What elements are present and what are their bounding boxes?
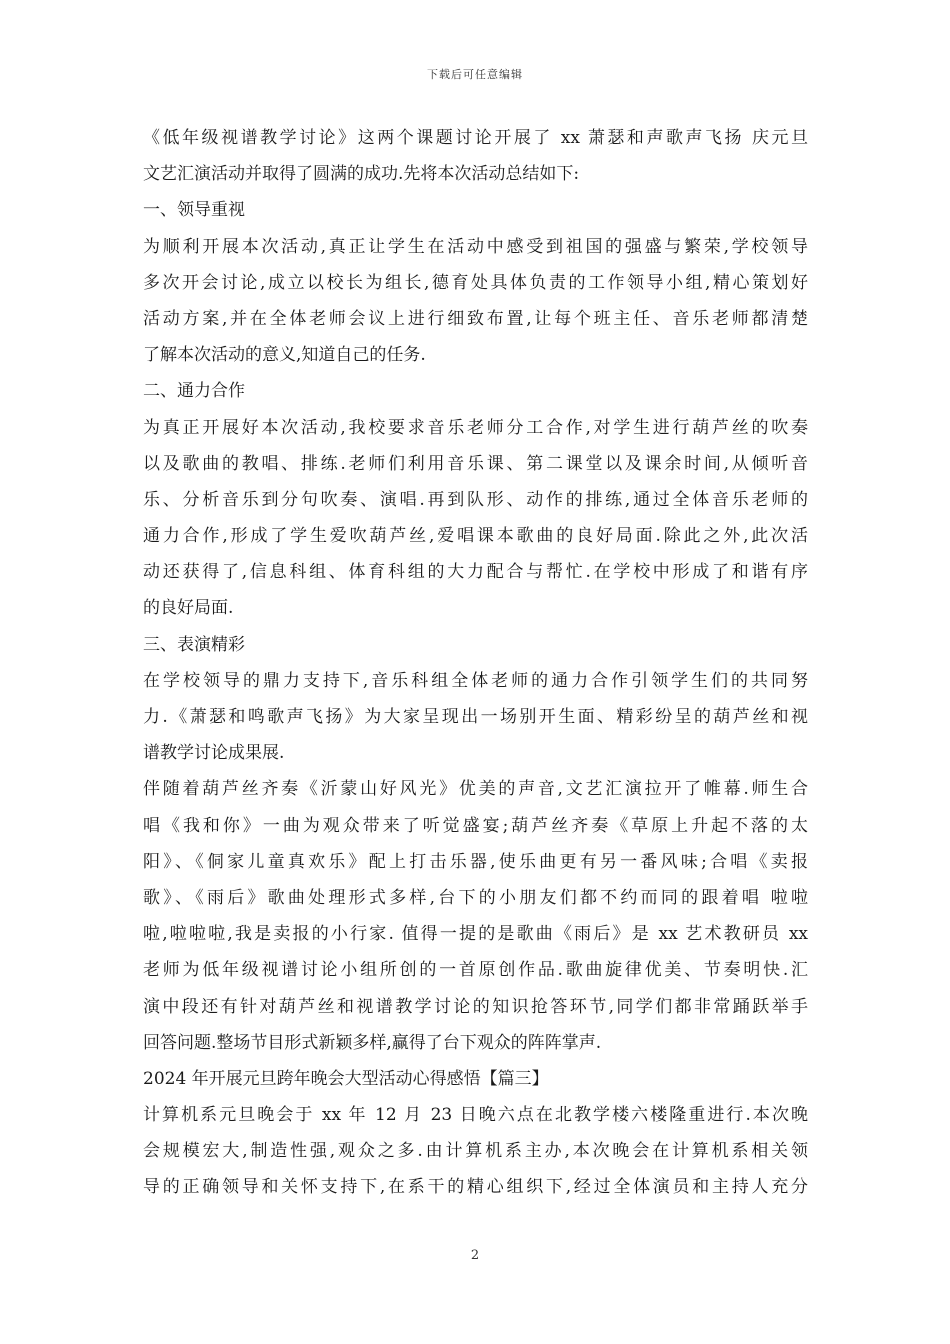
text-line: 2024 年开展元旦跨年晚会大型活动心得感悟【篇三】: [143, 1068, 549, 1089]
text-line: 通力合作,形成了学生爱吹葫芦丝,爱唱课本歌曲的良好局面.除此之外,此次活: [143, 526, 808, 547]
text-line: 回答问题.整场节目形式新颖多样,赢得了台下观众的阵阵掌声.: [143, 1032, 602, 1053]
text-line: 为真正开展好本次活动,我校要求音乐老师分工合作,对学生进行葫芦丝的吹奏: [143, 417, 808, 438]
page-header: 下载后可任意编辑: [427, 68, 523, 81]
text-line: 的良好局面.: [143, 598, 234, 619]
text-line: 老师为低年级视谱讨论小组所创的一首原创作品.歌曲旋律优美、节奏明快.汇: [143, 960, 808, 981]
text-line: 啦,啦啦啦,我是卖报的小行家. 值得一提的是歌曲《雨后》是 xx 艺术教研员 xx: [143, 924, 808, 945]
text-line: 演中段还有针对葫芦丝和视谱教学讨论的知识抢答环节,同学们都非常踊跃举手: [143, 996, 808, 1017]
text-line: 导的正确领导和关怀支持下,在系干的精心组织下,经过全体演员和主持人充分: [143, 1177, 808, 1198]
text-line: 谱教学讨论成果展.: [143, 743, 285, 764]
text-line: 一、领导重视: [143, 200, 245, 221]
text-line: 为顺利开展本次活动,真正让学生在活动中感受到祖国的强盛与繁荣,学校领导: [143, 236, 808, 257]
text-line: 唱《我和你》一曲为观众带来了听觉盛宴;葫芦丝齐奏《草原上升起不落的太: [143, 815, 808, 836]
text-line: 阳》、《侗家儿童真欢乐》配上打击乐器,使乐曲更有另一番风味;合唱《卖报: [143, 851, 808, 872]
text-line: 《低年级视谱教学讨论》这两个课题讨论开展了 xx 萧瑟和声歌声飞扬 庆元旦: [143, 128, 808, 148]
document-body: [143, 120, 808, 1206]
text-line: 三、表演精彩: [143, 634, 245, 655]
text-line: 活动方案,并在全体老师会议上进行细致布置,让每个班主任、音乐老师都清楚: [143, 308, 808, 329]
text-line: 文艺汇演活动并取得了圆满的成功.先将本次活动总结如下:: [143, 164, 580, 185]
text-line: 在学校领导的鼎力支持下,音乐科组全体老师的通力合作引领学生们的共同努: [143, 670, 808, 691]
text-line: 多次开会讨论,成立以校长为组长,德育处具体负责的工作领导小组,精心策划好: [143, 272, 808, 293]
text-line: 计算机系元旦晚会于 xx 年 12 月 23 日晚六点在北教学楼六楼隆重进行.本次晚: [143, 1105, 808, 1126]
text-line: 了解本次活动的意义,知道自己的任务.: [143, 345, 426, 366]
text-line: 动还获得了,信息科组、体育科组的大力配合与帮忙.在学校中形成了和谐有序: [143, 562, 808, 583]
text-line: 二、通力合作: [143, 381, 245, 402]
text-line: 以及歌曲的教唱、排练.老师们利用音乐课、第二课堂以及课余时间,从倾听音: [143, 453, 808, 474]
text-line: 会规模宏大,制造性强,观众之多.由计算机系主办,本次晚会在计算机系相关领: [143, 1141, 808, 1162]
text-line: 乐、分析音乐到分句吹奏、演唱.再到队形、动作的排练,通过全体音乐老师的: [143, 489, 808, 510]
text-line: 歌》、《雨后》歌曲处理形式多样,台下的小朋友们都不约而同的跟着唱 啦啦: [143, 887, 808, 908]
text-line: 伴随着葫芦丝齐奏《沂蒙山好风光》优美的声音,文艺汇演拉开了帷幕.师生合: [143, 779, 808, 800]
page-number: 2: [470, 1248, 480, 1263]
text-line: 力.《萧瑟和鸣歌声飞扬》为大家呈现出一场别开生面、精彩纷呈的葫芦丝和视: [143, 707, 808, 727]
